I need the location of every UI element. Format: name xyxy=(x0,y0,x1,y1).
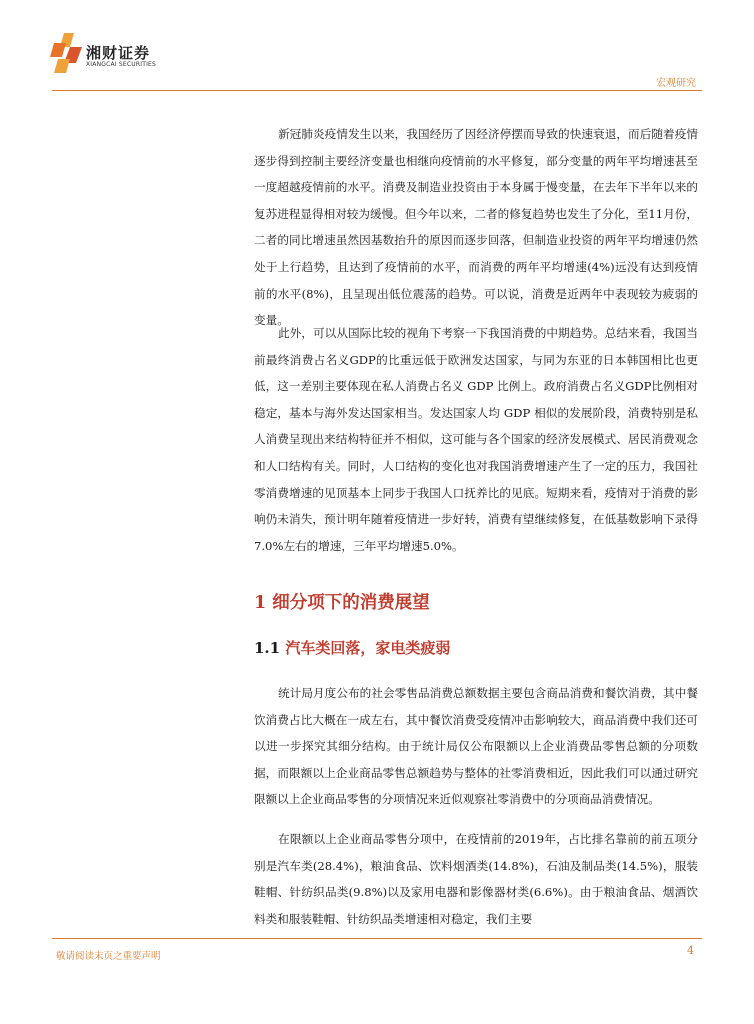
body-paragraph-2: 此外，可以从国际比较的视角下考察一下我国消费的中期趋势。总结来看，我国当前最终消费占名义GDP的比重远低于欧洲发达国家，与同为东亚的日本韩国相比也更低，这一差别主要体现在私人消费占名义 GDP 比例上。政府消费占名义GDP比例相对稳定，基本与海外发达国家相当。发达国家人均 GDP 相似的发展阶段，消费特别是私人消费呈现出来结构特征并不相似，这可能与各个国家的经济发展模式、居民消费观念和人口结构有关。同时，人口结构的变化也对我国消费增速产生了一定的压力，我国社零消费增速的见顶基本上同步于我国人口抚养比的见底。短期来看，疫情对于消费的影响仍未消失，预计明年随着疫情进一步好转，消费有望继续修复，在低基数影响下录得7.0%左右的增速，三年平均增速5.0%。 xyxy=(254,326,698,553)
body-paragraph-1: 新冠肺炎疫情发生以来，我国经历了因经济停摆而导致的快速衰退，而后随着疫情逐步得到控制主要经济变量也相继向疫情前的水平修复，部分变量的两年平均增速甚至一度超越疫情前的水平。消费及制造业投资由于本身属于慢变量，在去年下半年以来的复苏进程显得相对较为缓慢。但今年以来，二者的修复趋势也发生了分化，至11月份，二者的同比增速虽然因基数抬升的原因而逐步回落，但制造业投资的两年平均增速仍然处于上行趋势，且达到了疫情前的水平，而消费的两年平均增速(4%)远没有达到疫情前的水平(8%)，且呈现出低位震荡的趋势。可以说，消费是近两年中表现较为疲弱的变量。 xyxy=(254,127,698,328)
footer-disclaimer: 敬请阅读末页之重要声明 xyxy=(56,951,161,962)
subsection-title: 汽车类回落，家电类疲弱 xyxy=(285,639,451,657)
body-paragraph-4: 在限额以上企业商品零售分项中，在疫情前的2019年，占比排名靠前的前五项分别是汽车类(28.4%)，粮油食品、饮料烟酒类(14.8%)，石油及制品类(14.5%)，服装鞋帽、针纺织品类(9.8%)以及家用电器和影像器材类(6.6%)。由于粮油食品、烟酒饮料类和服装鞋帽、针纺织品类增速相对稳定，我们主要 xyxy=(254,832,698,926)
section-heading: 1 细分项下的消费展望 xyxy=(254,593,430,613)
company-name-en: XIANGCAI SECURITIES xyxy=(86,61,157,68)
footer-divider xyxy=(52,938,702,939)
subsection-number: 1.1 xyxy=(254,639,281,657)
header-divider xyxy=(52,90,702,91)
page-number: 4 xyxy=(687,944,694,957)
page-header xyxy=(0,0,754,100)
company-name: 湘财证券 xyxy=(86,44,151,62)
report-category: 宏观研究 xyxy=(656,78,696,89)
body-paragraph-3: 统计局月度公布的社会零售品消费总额数据主要包含商品消费和餐饮消费，其中餐饮消费占比大概在一成左右，其中餐饮消费受疫情冲击影响较大，商品消费中我们还可以进一步探究其细分结构。由于统计局仅公布限额以上企业消费品零售总额的分项数据，而限额以上企业商品零售总额趋势与整体的社零消费相近，因此我们可以通过研究限额以上企业商品零售的分项情况来近似观察社零消费中的分项商品消费情况。 xyxy=(254,686,698,807)
subsection-heading xyxy=(254,637,450,658)
